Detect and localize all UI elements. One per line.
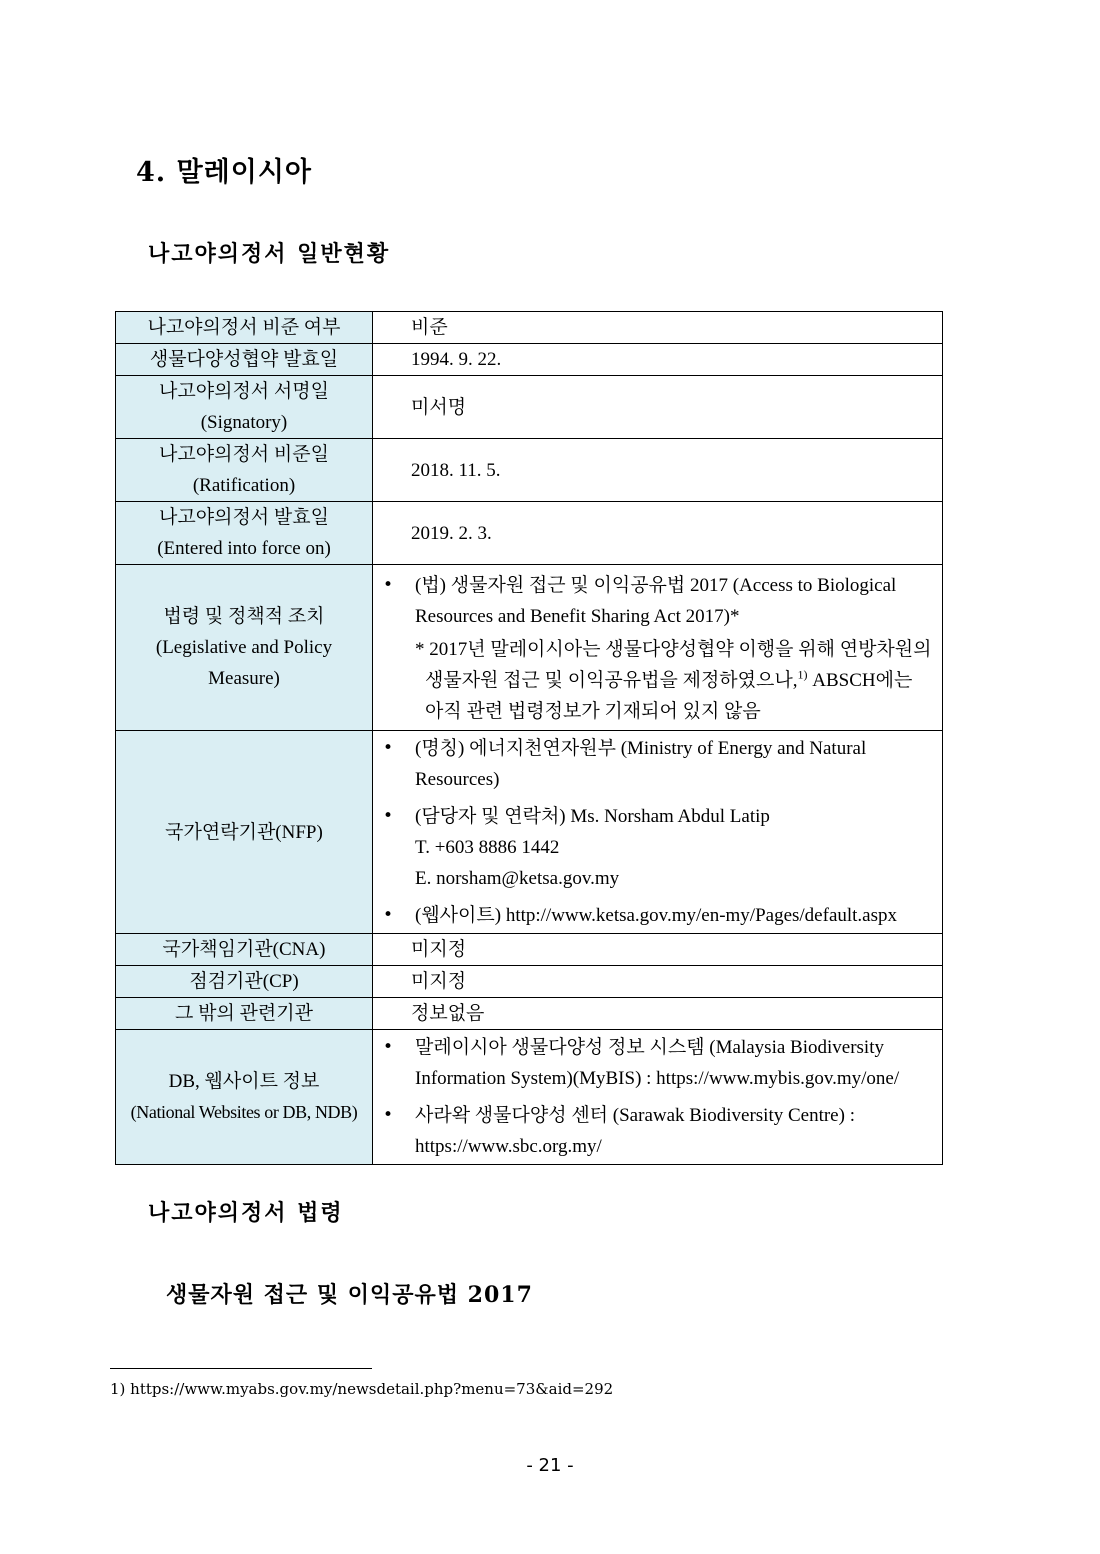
table-row	[116, 439, 943, 502]
label-signatory-en: (Signatory)	[200, 412, 288, 433]
table-row	[116, 966, 943, 998]
label-signatory-ko: 나고야의정서 서명일	[159, 381, 329, 402]
table-row	[116, 934, 943, 966]
subheading-law: 나고야의정서 법령	[148, 1200, 344, 1226]
label-ratification-en: (Ratification)	[192, 475, 296, 496]
value-ratification: 2018. 11. 5.	[373, 439, 943, 502]
subheading-act: 생물자원 접근 및 이익공유법 2017	[166, 1282, 533, 1308]
label-cp: 점검기관(CP)	[116, 966, 373, 998]
list-item	[373, 801, 938, 894]
value-legislation	[373, 565, 943, 731]
label-legislation-en1: (Legislative and Policy	[155, 637, 333, 658]
footnote[interactable]: 1) https://www.myabs.gov.my/newsdetail.php?menu=73&aid=292	[110, 1380, 614, 1398]
note-line: 아직 관련 법령정보가 기재되어 있지 않음	[425, 701, 761, 722]
value-db	[373, 1030, 943, 1165]
footnote-divider	[110, 1368, 372, 1369]
table-row	[116, 502, 943, 565]
nfp-phone: T. +603 8886 1442	[415, 837, 560, 858]
note-line: * 2017년 말레이시아는 생물다양성협약 이행을 위해 연방차원의	[415, 639, 932, 660]
label-db-ko: DB, 웹사이트 정보	[168, 1071, 320, 1092]
table-row	[116, 731, 943, 934]
label-ratification-status: 나고야의정서 비준 여부	[116, 312, 373, 344]
value-cbd-entry: 1994. 9. 22.	[373, 344, 943, 376]
label-entry-into-force	[116, 502, 373, 565]
table-row	[116, 565, 943, 731]
label-ratification	[116, 439, 373, 502]
table-row	[116, 344, 943, 376]
general-status-table	[115, 311, 943, 1165]
label-cna: 국가책임기관(CNA)	[116, 934, 373, 966]
label-db	[116, 1030, 373, 1165]
db-item-link[interactable]: Information System)(MyBIS) : https://www.mybis.gov.my/one/	[415, 1068, 900, 1089]
section-title: 4. 말레이시아	[136, 157, 312, 188]
list-item	[373, 733, 938, 795]
list-item	[373, 570, 938, 632]
legislation-note	[373, 634, 942, 727]
legislation-list	[373, 568, 942, 634]
legislation-item-line: Resources and Benefit Sharing Act 2017)*	[415, 606, 740, 627]
nfp-contact-line: • (담당자 및 연락처) Ms. Norsham Abdul Latip	[415, 806, 770, 827]
value-signatory: 미서명	[373, 376, 943, 439]
table-row	[116, 1030, 943, 1165]
value-cp: 미지정	[373, 966, 943, 998]
label-legislation	[116, 565, 373, 731]
label-legislation-ko: 법령 및 정책적 조치	[163, 606, 325, 627]
label-other: 그 밖의 관련기관	[116, 998, 373, 1030]
note-text: ABSCH에는	[807, 670, 913, 691]
subheading-general-status: 나고야의정서 일반현황	[148, 241, 391, 267]
label-ratification-ko: 나고야의정서 비준일	[159, 444, 329, 465]
list-item	[373, 1032, 938, 1094]
value-cna: 미지정	[373, 934, 943, 966]
note-line	[415, 665, 938, 696]
nfp-website-link[interactable]: • (웹사이트) http://www.ketsa.gov.my/en-my/Pages/default.aspx	[415, 905, 898, 926]
table-row	[116, 312, 943, 344]
list-item	[373, 1100, 938, 1162]
label-legislation-en2: Measure)	[208, 668, 280, 689]
db-item-line: • 사라왁 생물다양성 센터 (Sarawak Biodiversity Centre) :	[415, 1105, 855, 1126]
table-row	[116, 376, 943, 439]
nfp-list	[373, 731, 942, 933]
legislation-item-line: • (법) 생물자원 접근 및 이익공유법 2017 (Access to Biological	[415, 575, 897, 596]
label-entry-en: (Entered into force on)	[157, 538, 331, 559]
nfp-email[interactable]: E. norsham@ketsa.gov.my	[415, 868, 620, 889]
db-item-line: • 말레이시아 생물다양성 정보 시스템 (Malaysia Biodiversity	[415, 1037, 884, 1058]
db-list	[373, 1030, 942, 1164]
value-ratification-status: 비준	[373, 312, 943, 344]
value-nfp	[373, 731, 943, 934]
value-entry-into-force: 2019. 2. 3.	[373, 502, 943, 565]
label-entry-ko: 나고야의정서 발효일	[159, 507, 329, 528]
db-item-link[interactable]: https://www.sbc.org.my/	[415, 1136, 602, 1157]
label-db-en: (National Websites or DB, NDB)	[130, 1102, 358, 1122]
value-other: 정보없음	[373, 998, 943, 1030]
nfp-name-line: • (명칭) 에너지천연자원부 (Ministry of Energy and Natural	[415, 738, 867, 759]
label-cbd-entry: 생물다양성협약 발효일	[116, 344, 373, 376]
footnote-marker[interactable]: 1)	[797, 667, 808, 682]
page-number: - 21 -	[526, 1455, 574, 1476]
nfp-name-line: Resources)	[415, 769, 500, 790]
table-row	[116, 998, 943, 1030]
label-signatory	[116, 376, 373, 439]
note-text: 생물자원 접근 및 이익공유법을 제정하였으나,	[425, 670, 798, 691]
list-item	[373, 900, 938, 931]
label-nfp: 국가연락기관(NFP)	[116, 731, 373, 934]
